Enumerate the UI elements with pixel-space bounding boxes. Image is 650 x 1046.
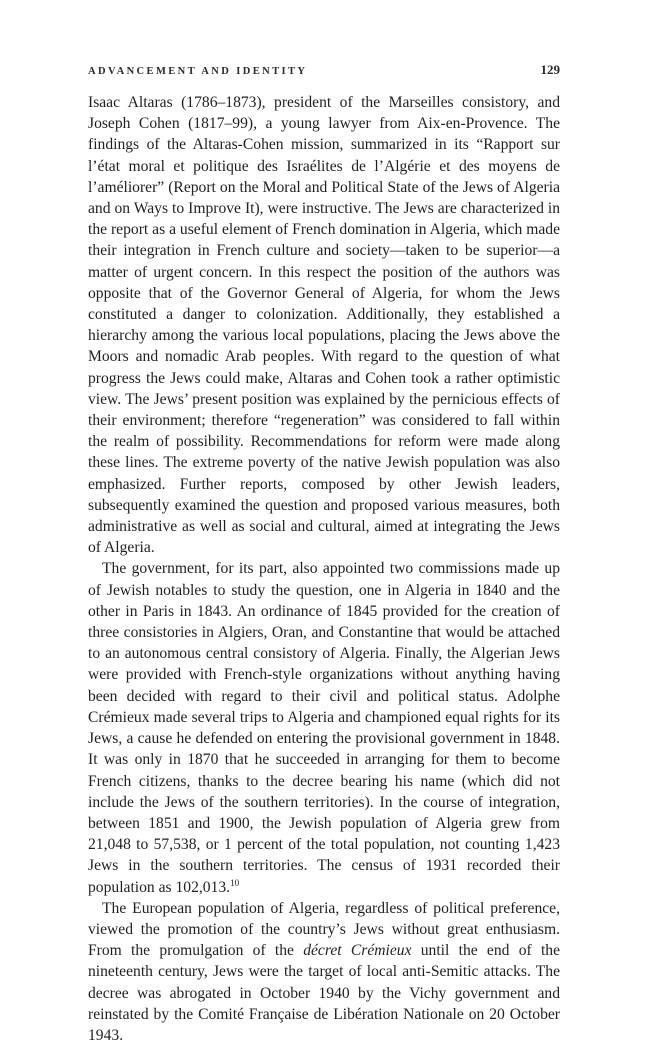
body-text — [88, 92, 560, 1046]
paragraph-2 — [88, 558, 560, 897]
paragraph-3-text-before: The European population of Algeria, regardless of political preference, viewed the promotion of the country’s Jews without great enthusiasm. From the promulgation of the — [88, 899, 560, 960]
paragraph-3-text-after: until the end of the nineteenth century, Jews were the target of local anti-Semitic attacks. The decree was abrogated in October 1940 by the Vichy government and reinstated by the Comité Française de Libération Nationale on 20 October 1943. — [88, 942, 561, 1044]
paragraph-3 — [88, 898, 560, 1046]
decree-title-italic: décret Crémieux — [303, 942, 412, 960]
running-header — [88, 62, 560, 92]
footnote-reference[interactable]: 10 — [230, 877, 240, 888]
page-number: 129 — [540, 62, 560, 77]
paragraph-1: Isaac Altaras (1786–1873), president of the Marseilles consistory, and Joseph Cohen (1817–99), a young lawyer from Aix-en-Provence. The findings of the Altaras-Cohen mission, summarized in its “Rapport sur l’état moral et politique des Israélites de l’Algérie et des moyens de l’améliorer” (Report on the Moral and Political State of the Jews of Algeria and on Ways to Improve It), were instructive. The Jews are characterized in the report as a useful element of French domination in Algeria, which made their integration in French culture and society—taken to be superior—a matter of urgent concern. In this respect the position of the authors was opposite that of the Governor General of Algeria, for whom the Jews constituted a danger to colonization. Additionally, they established a hierarchy among the various local populations, placing the Jews above the Moors and nomadic Arab peoples. With regard to the question of what progress the Jews could make, Altaras and Cohen took a rather optimistic view. The Jews’ present position was explained by the pernicious effects of their environment; therefore “regeneration” was considered to fall within the realm of possibility. Recommendations for reform were made along these lines. The extreme poverty of the native Jewish population was also emphasized. Further reports, composed by other Jewish leaders, subsequently examined the question and proposed various measures, both administrative as well as social and cultural, aimed at integrating the Jews of Algeria. — [88, 94, 560, 557]
paragraph-2-text: The government, for its part, also appointed two commissions made up of Jewish notables to study the question, one in Algeria in 1840 and the other in Paris in 1843. An ordinance of 1845 provided for the creation of three consistories in Algiers, Oran, and Constantine that would be attached to an autonomous central consistory of Algeria. Finally, the Algerian Jews were provided with French-style organizations without anything having been decided with regard to their civil and political status. Adolphe Crémieux made several trips to Algeria and championed equal rights for its Jews, a cause he defended on entering the provisional government in 1848. It was only in 1870 that he succeeded in arranging for them to become French citizens, thanks to the decree bearing his name (which did not include the Jews of the southern territories). In the course of integration, between 1851 and 1900, the Jewish population of Algeria grew from 21,048 to 57,538, or 1 percent of the total population, not counting 1,423 Jews in the southern territories. The census of 1931 recorded their population as 102,013. — [88, 560, 560, 896]
book-page — [88, 62, 560, 1046]
running-title: ADVANCEMENT AND IDENTITY — [88, 66, 308, 77]
